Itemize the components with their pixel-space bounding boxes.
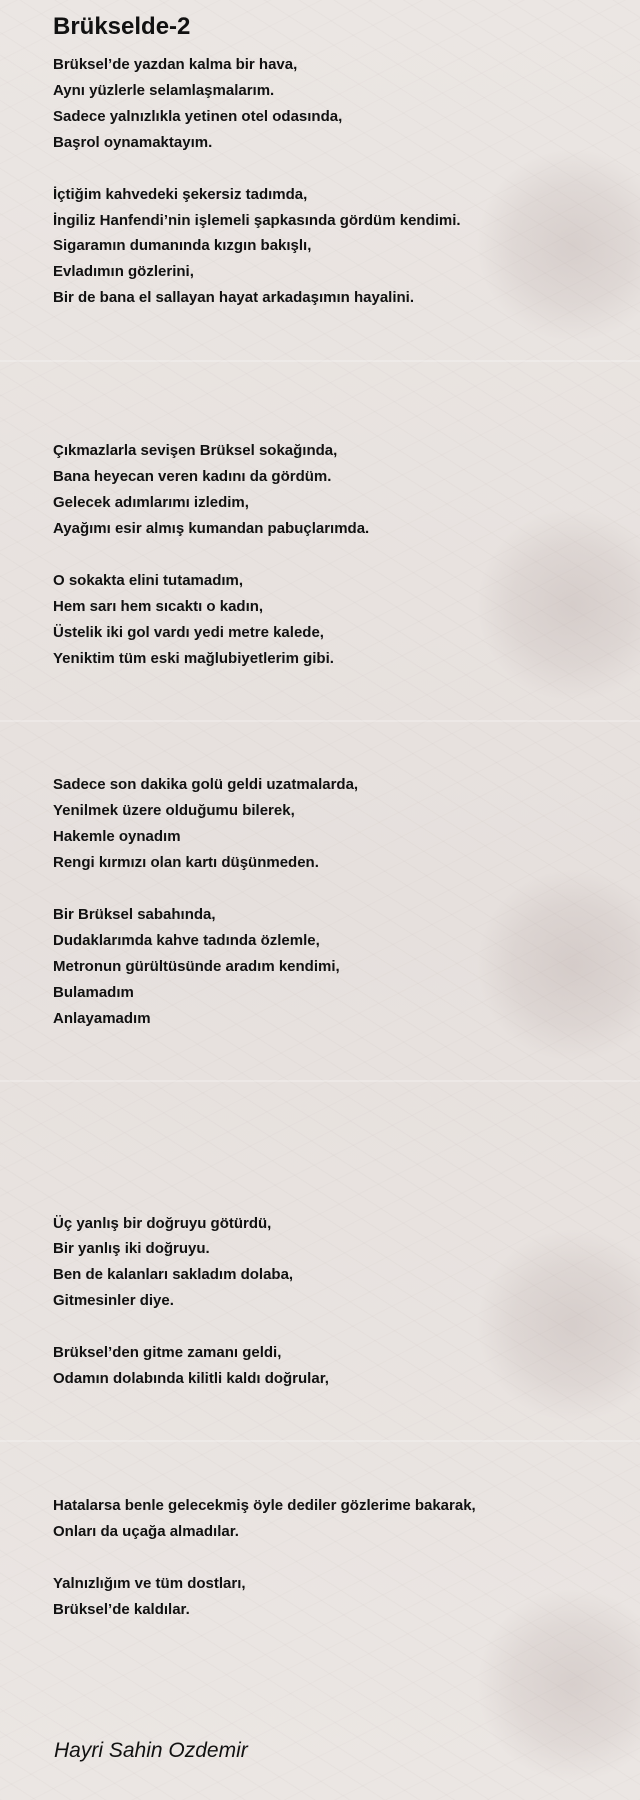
verse-line: Yeniktim tüm eski mağlubiyetlerim gibi. — [53, 649, 334, 667]
stanza — [53, 568, 613, 672]
stanza — [53, 1571, 613, 1623]
verse-line: Bir Brüksel sabahında, — [53, 906, 216, 924]
verse-line: Brüksel’den gitme zamanı geldi, — [53, 1344, 282, 1362]
stanza-spacer — [53, 1545, 613, 1571]
verse-line: Bir de bana el sallayan hayat arkadaşımın hayalini. — [53, 289, 414, 307]
section-spacer — [53, 1392, 613, 1493]
poem-section — [53, 438, 613, 671]
verse-line: Dudaklarımda kahve tadında özlemle, — [53, 931, 320, 949]
verse-line: Ben de kalanları sakladım dolaba, — [53, 1266, 294, 1284]
verse-line: Rengi kırmızı olan kartı düşünmeden. — [53, 854, 319, 872]
verse-line: Brüksel’de yazdan kalma bir hava, — [53, 56, 298, 73]
poem-section — [53, 772, 613, 1031]
verse-line: İngiliz Hanfendi’nin işlemeli şapkasında gördüm kendimi. — [53, 211, 461, 229]
poem-author: Hayri Sahin Ozdemir — [54, 1739, 248, 1762]
verse-line: Gitmesinler diye. — [53, 1292, 174, 1310]
verse-line: Çıkmazlarla sevişen Brüksel sokağında, — [53, 442, 338, 460]
verse-line: Ayağımı esir almış kumandan pabuçlarımda. — [53, 519, 370, 537]
section-spacer — [53, 1032, 613, 1211]
stanza-spacer — [53, 1314, 613, 1340]
verse-line: Aynı yüzlerle selamlaşmalarım. — [53, 81, 275, 99]
poem-section — [53, 1493, 613, 1623]
stanza — [53, 772, 613, 876]
verse-line: Bulamadım — [53, 983, 134, 1001]
verse-line: Odamın dolabında kilitli kaldı doğrular, — [53, 1370, 329, 1388]
verse-line: Evladımın gözlerini, — [53, 263, 194, 281]
verse-line: Üç yanlış bir doğruyu götürdü, — [53, 1214, 272, 1232]
verse-line: Başrol oynamaktayım. — [53, 133, 213, 151]
verse-line: Metronun gürültüsünde aradım kendimi, — [53, 957, 340, 975]
verse-line: O sokakta elini tutamadım, — [53, 571, 244, 589]
verse-line: Anlayamadım — [53, 1009, 151, 1027]
verse-line: İçtiğim kahvedeki şekersiz tadımda, — [53, 185, 308, 203]
verse-line: Onları da uçağa almadılar. — [53, 1522, 239, 1540]
verse-line: Bir yanlış iki doğruyu. — [53, 1240, 210, 1258]
verse-line: Bana heyecan veren kadını da gördüm. — [53, 468, 332, 486]
stanza — [53, 902, 613, 1032]
stanza — [53, 182, 613, 312]
poem-section — [53, 1211, 613, 1392]
verse-line: Üstelik iki gol vardı yedi metre kalede, — [53, 623, 324, 641]
poem-container — [53, 10, 613, 1623]
verse-line: Sadece son dakika golü geldi uzatmalarda, — [53, 776, 359, 794]
stanza — [53, 1211, 613, 1315]
verse-line: Yenilmek üzere olduğumu bilerek, — [53, 802, 295, 820]
stanza — [53, 1493, 613, 1545]
stanza — [53, 52, 613, 156]
poem-title: Brükselde-2 — [53, 13, 191, 40]
verse-line: Sigaramın dumanında kızgın bakışlı, — [53, 237, 312, 255]
verse-line: Hem sarı hem sıcaktı o kadın, — [53, 597, 264, 615]
verse-line: Gelecek adımlarımı izledim, — [53, 493, 249, 511]
stanza-spacer — [53, 156, 613, 182]
section-spacer — [53, 311, 613, 438]
stanza-spacer — [53, 542, 613, 568]
verse-line: Sadece yalnızlıkla yetinen otel odasında, — [53, 107, 343, 125]
verse-line: Hakemle oynadım — [53, 828, 181, 846]
verse-line: Yalnızlığım ve tüm dostları, — [53, 1574, 246, 1592]
stanza — [53, 1340, 613, 1392]
stanza — [53, 438, 613, 542]
stanza-spacer — [53, 876, 613, 902]
verse-line: Hatalarsa benle gelecekmiş öyle dediler gözlerime bakarak, — [53, 1497, 476, 1514]
poem-section — [53, 52, 613, 311]
verse-line: Brüksel’de kaldılar. — [53, 1600, 190, 1618]
section-spacer — [53, 671, 613, 772]
